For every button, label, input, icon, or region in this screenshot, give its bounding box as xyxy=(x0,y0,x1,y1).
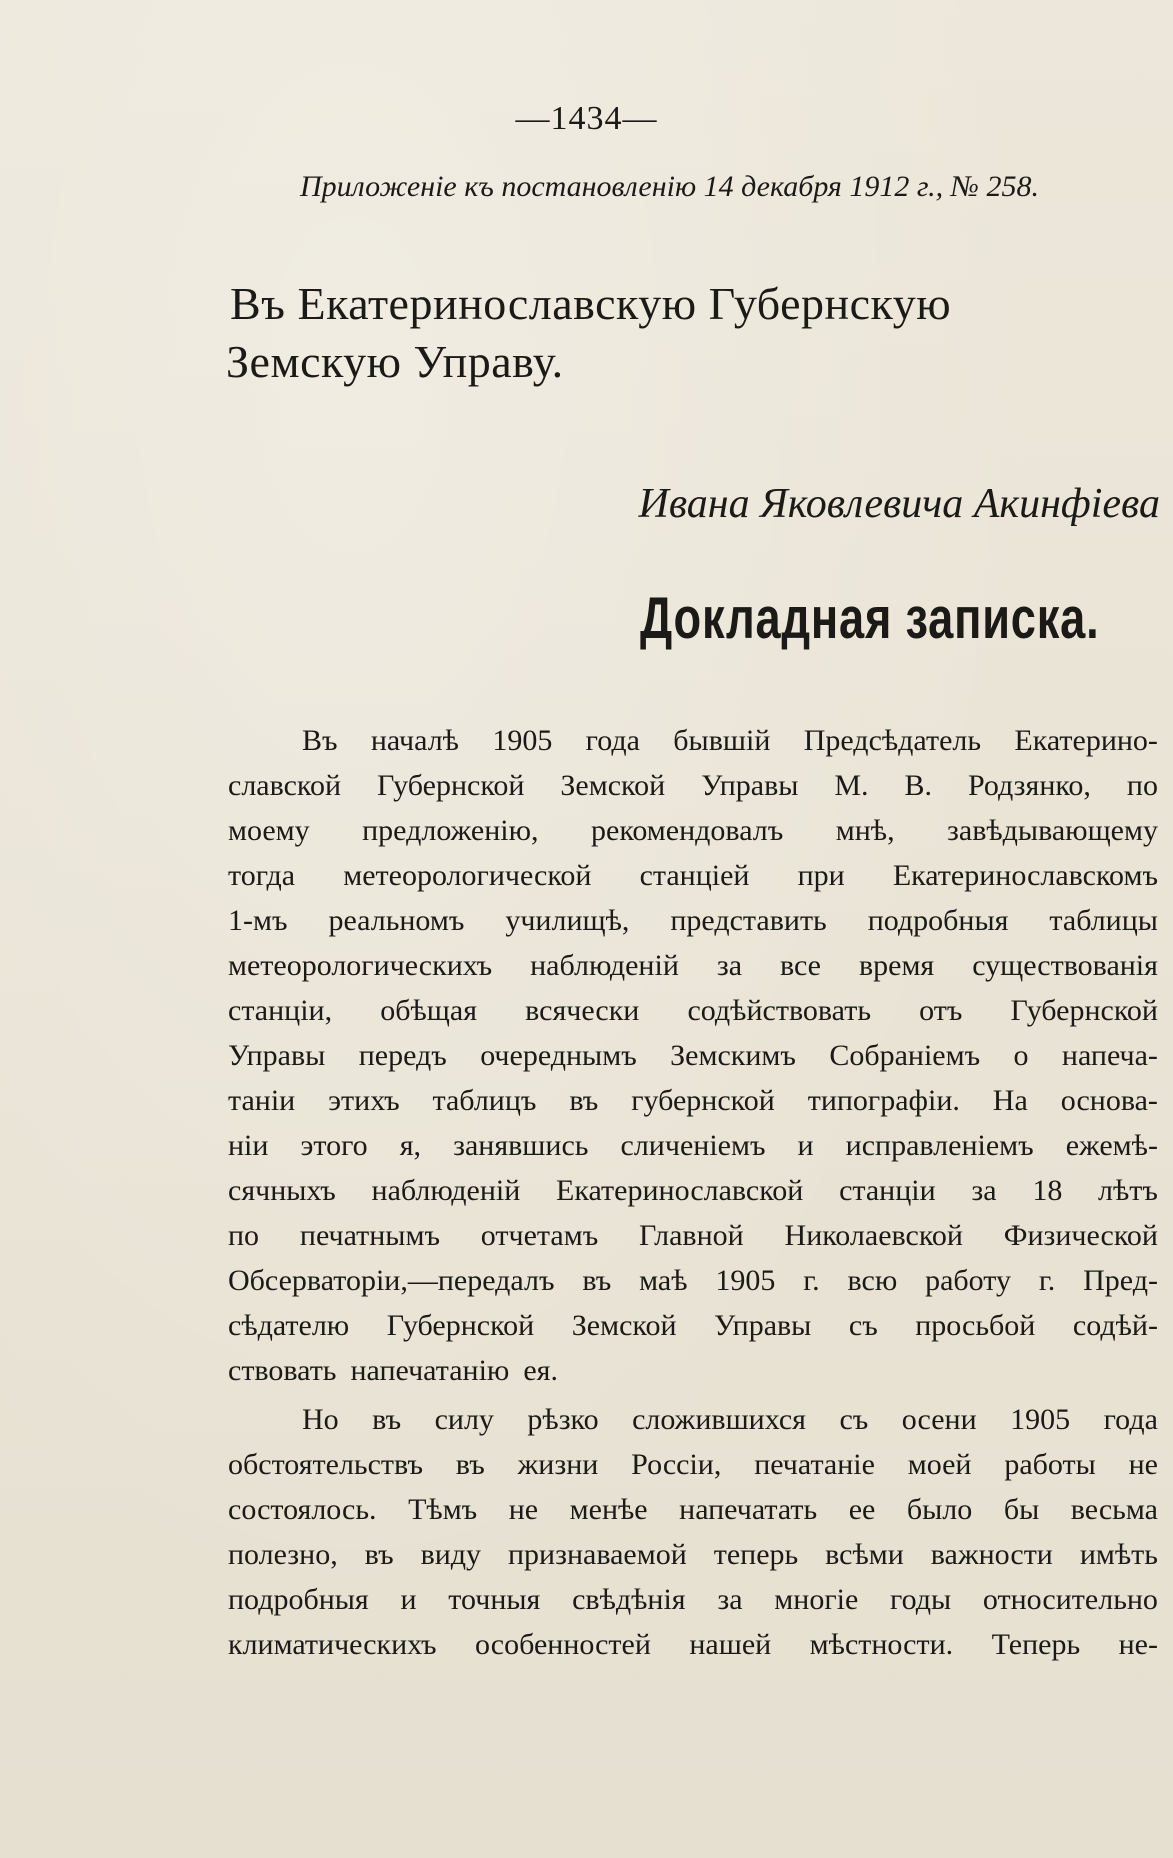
word: сличеніемъ xyxy=(620,1129,766,1162)
word: метеорологическихъ xyxy=(228,949,493,982)
word: бывшій xyxy=(673,724,771,757)
word: существованія xyxy=(972,949,1158,982)
word: все xyxy=(780,949,821,982)
word: станціей xyxy=(639,859,750,892)
word: Губернской xyxy=(386,1309,535,1342)
text-line xyxy=(228,1168,1158,1213)
word: 1905 xyxy=(492,724,553,757)
word: маѣ xyxy=(639,1264,688,1297)
text-line xyxy=(228,1442,1158,1487)
document-title: Докладная записка. xyxy=(640,586,1100,651)
word: Физической xyxy=(1003,1219,1158,1252)
word: сложившихся xyxy=(632,1403,806,1436)
word: въ xyxy=(372,1403,402,1436)
word: Губернской xyxy=(1010,994,1158,1027)
word: рѣзко xyxy=(527,1403,599,1436)
word: представить xyxy=(670,904,827,937)
word: обстоятельствъ xyxy=(228,1448,423,1481)
text-line xyxy=(228,943,1158,988)
word: губернской xyxy=(631,1084,775,1117)
word: отчетамъ xyxy=(480,1219,599,1252)
word: Екатерино- xyxy=(1014,724,1158,757)
text-line xyxy=(228,1397,1158,1442)
word: Теперь xyxy=(991,1628,1081,1661)
word: года xyxy=(1103,1403,1158,1436)
text-line xyxy=(228,763,1158,808)
word: таблицъ xyxy=(432,1084,537,1117)
word: передъ xyxy=(358,1039,447,1072)
word: г. xyxy=(803,1264,820,1297)
word: ежемѣ- xyxy=(1065,1129,1158,1162)
word: В. xyxy=(904,769,933,802)
word: Управы xyxy=(701,769,799,802)
word: съ xyxy=(848,1309,878,1342)
word: занявшись xyxy=(453,1129,589,1162)
word: не xyxy=(1128,1448,1158,1481)
word: года xyxy=(585,724,640,757)
word: таблицы xyxy=(1049,904,1158,937)
word: въ xyxy=(582,1264,612,1297)
text-line xyxy=(228,853,1158,898)
word: Обсерваторіи,—передалъ xyxy=(228,1264,555,1297)
word: Екатеринославскомъ xyxy=(892,859,1158,892)
word: Главной xyxy=(639,1219,744,1252)
word: лѣтъ xyxy=(1098,1174,1158,1207)
word: началѣ xyxy=(370,724,459,757)
word: моему xyxy=(228,814,310,847)
word: не- xyxy=(1118,1628,1158,1661)
word: Николаевской xyxy=(784,1219,963,1252)
word: и xyxy=(400,1583,417,1616)
word: печатнымъ xyxy=(299,1219,440,1252)
word: напечатанію xyxy=(350,1354,510,1387)
word: всю xyxy=(847,1264,898,1297)
word: свѣдѣнія xyxy=(572,1583,686,1616)
word: при xyxy=(797,859,845,892)
word: тогда xyxy=(228,859,296,892)
word: обѣщая xyxy=(380,994,478,1027)
word: не xyxy=(508,1493,539,1526)
word: Управы xyxy=(228,1039,326,1072)
addressee xyxy=(226,275,1130,391)
text-line xyxy=(228,1577,1158,1622)
text-line xyxy=(228,1078,1158,1123)
word: было xyxy=(906,1493,973,1526)
text-line xyxy=(228,1258,1158,1303)
word: ея. xyxy=(523,1354,558,1387)
word: важности xyxy=(930,1538,1053,1571)
word: славской xyxy=(228,769,342,802)
word: этого xyxy=(300,1129,368,1162)
word: 1905 xyxy=(1010,1403,1071,1436)
word: съ xyxy=(839,1403,869,1436)
word: Тѣмъ xyxy=(408,1493,478,1526)
word: всѣми xyxy=(825,1538,904,1571)
word: силу xyxy=(434,1403,494,1436)
word: Россіи, xyxy=(631,1448,722,1481)
text-line xyxy=(228,988,1158,1033)
word: Родзянко, xyxy=(967,769,1091,802)
word: климатическихъ xyxy=(228,1628,437,1661)
word: въ xyxy=(569,1084,599,1117)
word: осени xyxy=(901,1403,977,1436)
word: Земской xyxy=(571,1309,677,1342)
word: рекомендовалъ xyxy=(591,814,784,847)
word: въ xyxy=(455,1448,485,1481)
word: и xyxy=(797,1129,814,1162)
word: исправленіемъ xyxy=(845,1129,1034,1162)
word: отъ xyxy=(919,994,963,1027)
word: завѣдывающему xyxy=(947,814,1158,847)
word: сѣдателю xyxy=(228,1309,350,1342)
word: многіе xyxy=(774,1583,859,1616)
word: наблюденій xyxy=(530,949,679,982)
word: станціи, xyxy=(228,994,333,1027)
word: нашей xyxy=(689,1628,772,1661)
word: г. xyxy=(1038,1264,1056,1297)
text-line xyxy=(228,1123,1158,1168)
word: менѣе xyxy=(569,1493,648,1526)
word: 1905 xyxy=(715,1264,776,1297)
word: Губернской xyxy=(376,769,525,802)
addressee-line-1: Въ Екатеринославскую Губернскую xyxy=(230,278,952,329)
word: моей xyxy=(907,1448,972,1481)
word: я, xyxy=(399,1129,422,1162)
page-number: —1434— xyxy=(515,100,658,137)
text-line xyxy=(228,1033,1158,1078)
word: жизни xyxy=(517,1448,599,1481)
word: На xyxy=(992,1084,1028,1117)
word: Предсѣдатель xyxy=(803,724,982,757)
word: виду xyxy=(420,1538,482,1571)
word: полезно, xyxy=(228,1538,338,1571)
text-line xyxy=(228,718,1158,763)
word: ее xyxy=(848,1493,876,1526)
word: теперь xyxy=(713,1538,799,1571)
word: за xyxy=(971,1174,997,1207)
word: просьбой xyxy=(915,1309,1036,1342)
word: 1-мъ xyxy=(228,904,288,937)
word: напечатать xyxy=(679,1493,818,1526)
word: Но xyxy=(302,1403,339,1436)
word: станціи xyxy=(839,1174,936,1207)
word: сячныхъ xyxy=(228,1174,336,1207)
word: за xyxy=(717,1583,743,1616)
word: этихъ xyxy=(328,1084,400,1117)
word: Екатеринославской xyxy=(556,1174,804,1207)
word: Пред- xyxy=(1083,1264,1158,1297)
word: основа- xyxy=(1060,1084,1158,1117)
text-line xyxy=(228,1213,1158,1258)
text-line xyxy=(228,808,1158,853)
word: по xyxy=(1126,769,1158,802)
text-line xyxy=(228,1622,1158,1667)
word: годы xyxy=(890,1583,952,1616)
word: типографіи. xyxy=(807,1084,960,1117)
text-line xyxy=(228,898,1158,943)
word: таніи xyxy=(228,1084,296,1117)
word: Земской xyxy=(560,769,666,802)
text-line xyxy=(228,1348,1158,1393)
word: работы xyxy=(1004,1448,1096,1481)
word: всячески xyxy=(525,994,640,1027)
word: предложенію, xyxy=(362,814,539,847)
word: Въ xyxy=(302,724,338,757)
word: въ xyxy=(364,1538,394,1571)
word: очереднымъ xyxy=(480,1039,637,1072)
word: мнѣ, xyxy=(835,814,895,847)
text-line xyxy=(228,1532,1158,1577)
word: ніи xyxy=(228,1129,269,1162)
word: весьма xyxy=(1070,1493,1158,1526)
word: Собраніемъ xyxy=(829,1039,981,1072)
word: состоялось. xyxy=(228,1493,377,1526)
author-name: Ивана Яковлевича Акинфіева xyxy=(638,481,1160,527)
word: подробныя xyxy=(867,904,1009,937)
word: ствовать xyxy=(228,1354,337,1387)
word: работу xyxy=(925,1264,1011,1297)
word: метеорологической xyxy=(343,859,592,892)
word: мѣстности. xyxy=(809,1628,954,1661)
word: точныя xyxy=(448,1583,541,1616)
word: Земскимъ xyxy=(670,1039,796,1072)
word: за xyxy=(716,949,743,982)
body-text xyxy=(228,718,1158,1667)
word: содѣйствовать xyxy=(687,994,872,1027)
word: Управы xyxy=(714,1309,812,1342)
word: признаваемой xyxy=(508,1538,687,1571)
word: бы xyxy=(1003,1493,1040,1526)
word: печатаніе xyxy=(754,1448,875,1481)
word: училищѣ, xyxy=(505,904,630,937)
word: напеча- xyxy=(1061,1039,1158,1072)
word: время xyxy=(858,949,935,982)
word: 18 xyxy=(1032,1174,1063,1207)
addressee-line-2: Земскую Управу. xyxy=(226,336,564,387)
word: имѣть xyxy=(1079,1538,1158,1571)
word: содѣй- xyxy=(1072,1309,1158,1342)
word: наблюденій xyxy=(371,1174,521,1207)
appendix-note: Приложеніе къ постановленію 14 декабря 1912 г., № 258. xyxy=(300,170,1039,203)
text-line xyxy=(228,1303,1158,1348)
word: относительно xyxy=(982,1583,1158,1616)
word: о xyxy=(1013,1039,1029,1072)
word: особенностей xyxy=(475,1628,651,1661)
word: по xyxy=(228,1219,260,1252)
word: подробныя xyxy=(228,1583,369,1616)
text-line xyxy=(228,1487,1158,1532)
word: М. xyxy=(834,769,869,802)
word: реальномъ xyxy=(328,904,465,937)
